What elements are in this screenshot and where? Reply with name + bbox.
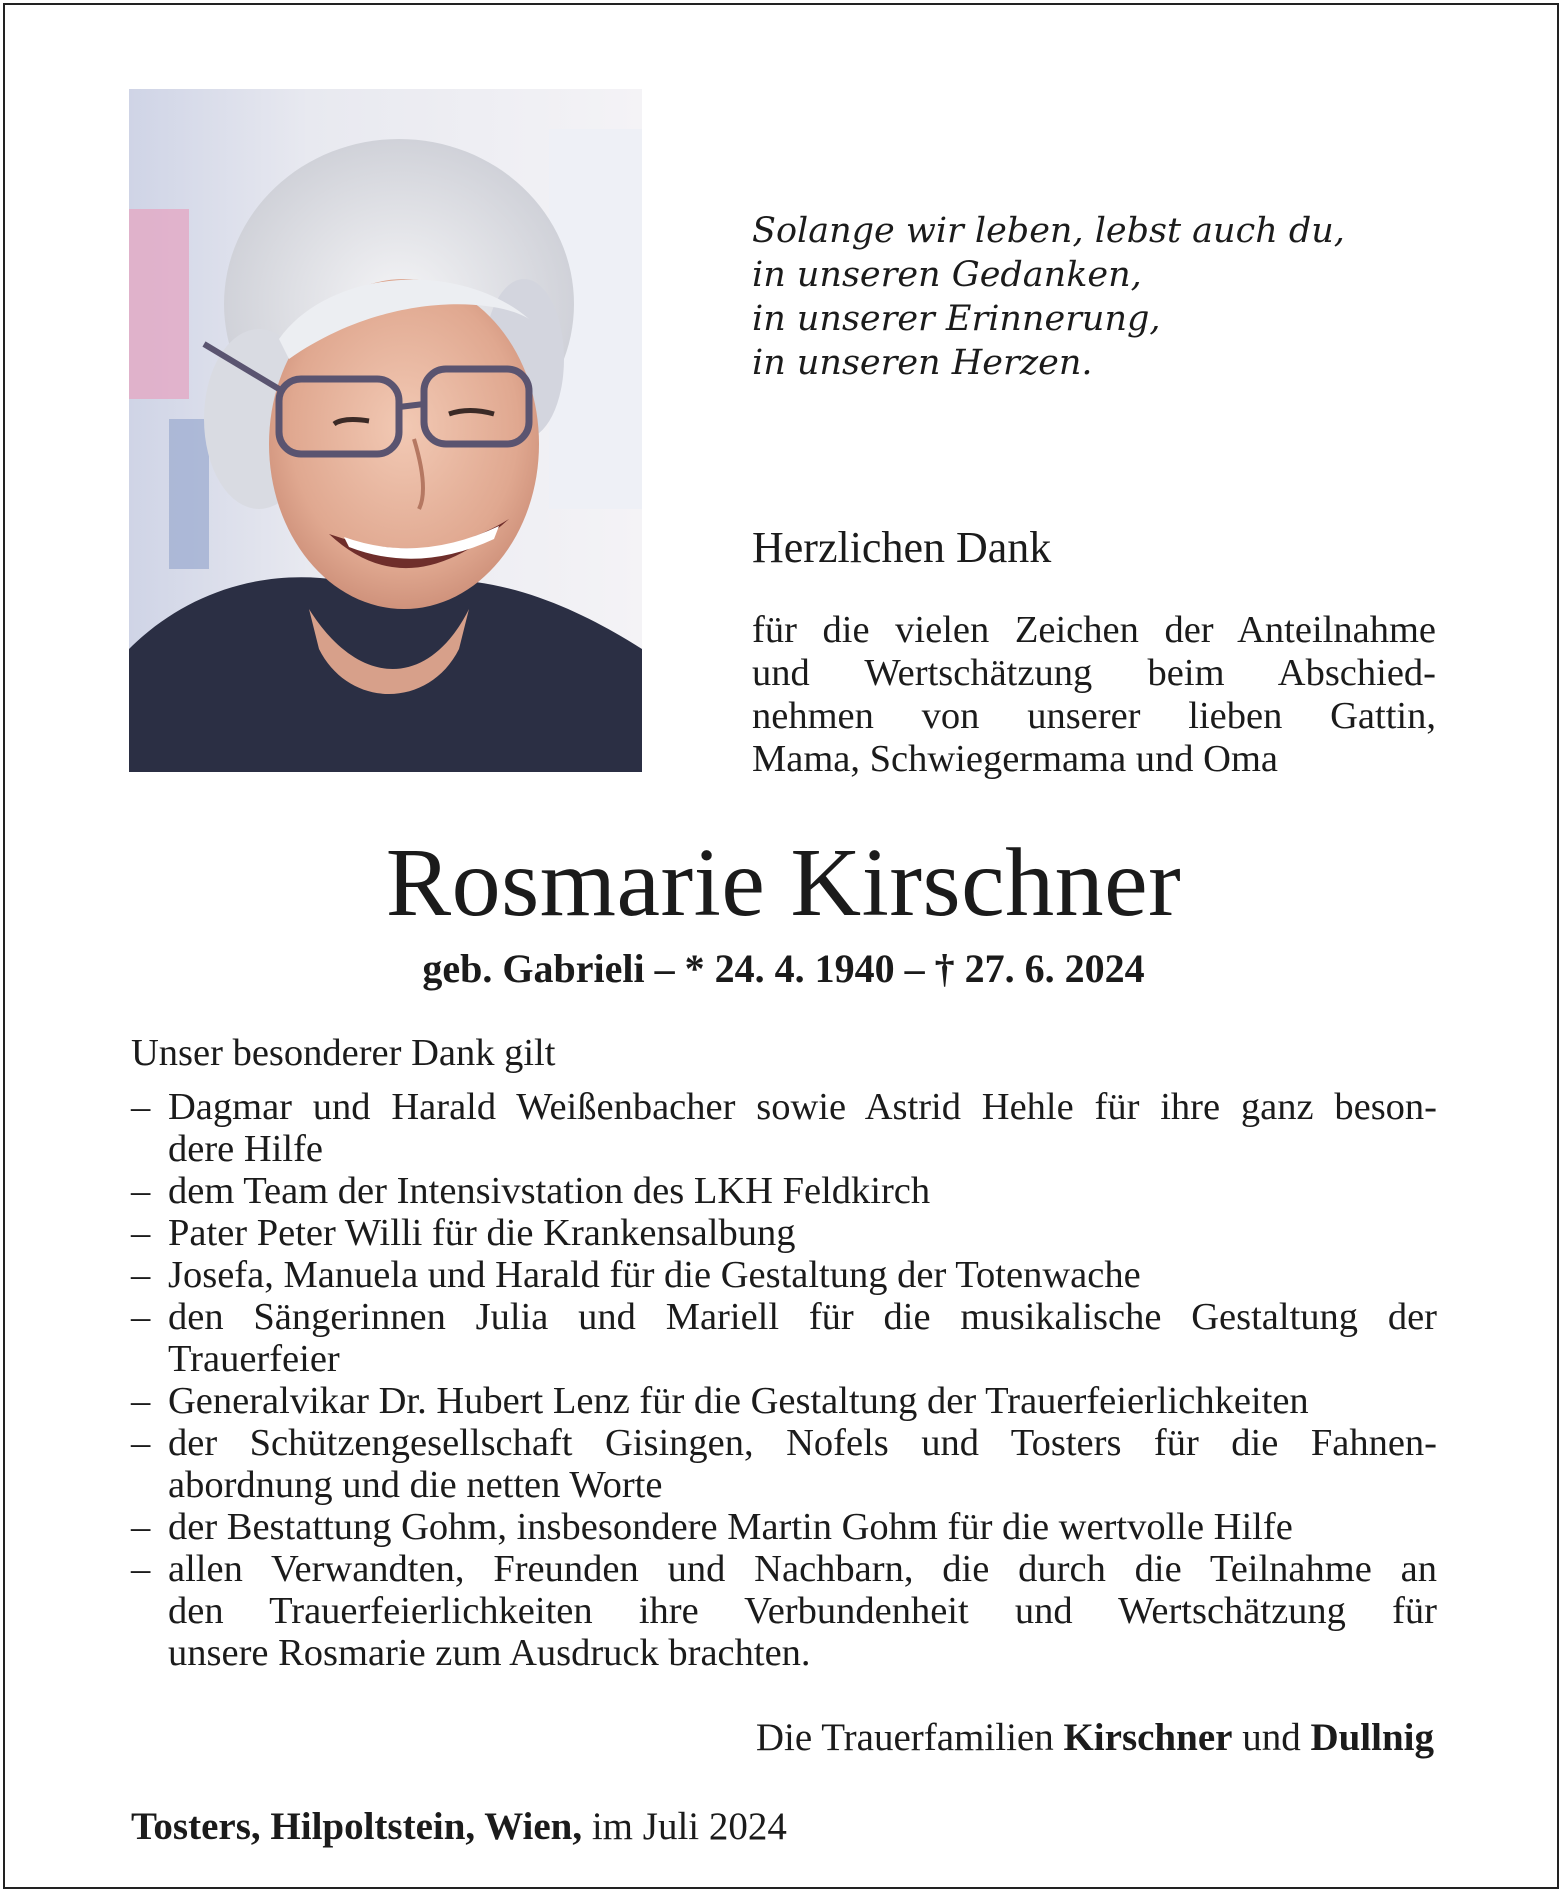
list-dash: – (131, 1170, 151, 1212)
thanks-line: für die vielen Zeichen der Anteilnahme (752, 609, 1436, 651)
list-dash: – (131, 1548, 151, 1590)
list-item-line: allen Verwandten, Freunden und Nachbarn, die durch die Teilnahme an (168, 1548, 1437, 1590)
signature-conjunction: und (1242, 1716, 1301, 1759)
place-and-date (131, 1803, 787, 1851)
list-item (131, 1254, 1437, 1296)
list-item (131, 1086, 1437, 1170)
deceased-name: Rosmarie Kirschner (385, 829, 1182, 937)
poem-line: in unserer Erinnerung, (752, 299, 1161, 339)
thanks-line: nehmen von unserer lieben Gattin, (752, 695, 1436, 737)
poem-line: Solange wir leben, lebst auch du, (752, 211, 1345, 251)
signature-prefix: Die Trauerfamilien (755, 1716, 1054, 1759)
list-item-line: unsere Rosmarie zum Ausdruck brachten. (168, 1632, 811, 1674)
list-item (131, 1170, 1437, 1212)
list-item-line: abordnung und die netten Worte (168, 1464, 663, 1506)
list-item-line: Dagmar und Harald Weißenbacher sowie Astrid Hehle für ihre ganz beson- (168, 1086, 1437, 1128)
poem-line: in unseren Gedanken, (752, 255, 1142, 295)
thanks-text (752, 609, 1436, 781)
list-item (131, 1212, 1437, 1254)
list-dash: – (131, 1296, 151, 1338)
list-item-line: Trauerfeier (168, 1338, 340, 1380)
signature-family-2: Dullnig (1310, 1716, 1434, 1759)
list-item-line: den Sängerinnen Julia und Mariell für die musikalische Gestaltung der (168, 1296, 1437, 1338)
list-dash: – (131, 1254, 151, 1296)
list-item (131, 1296, 1437, 1380)
thanks-line: Mama, Schwiegermama und Oma (752, 738, 1279, 780)
list-item-line: dem Team der Intensivstation des LKH Feldkirch (168, 1170, 931, 1212)
thanks-heading: Herzlichen Dank (752, 523, 1052, 572)
deceased-dates: geb. Gabrieli – * 24. 4. 1940 – † 27. 6. 2024 (422, 946, 1145, 991)
list-dash: – (131, 1380, 151, 1422)
place-locations: Tosters, Hilpoltstein, Wien, (131, 1805, 583, 1848)
place-date: im Juli 2024 (591, 1805, 787, 1848)
portrait-photo (129, 89, 642, 772)
signature-family-1: Kirschner (1063, 1716, 1233, 1759)
list-item-line: der Bestattung Gohm, insbesondere Martin Gohm für die wertvolle Hilfe (168, 1506, 1293, 1548)
thanks-line: und Wertschätzung beim Abschied- (752, 652, 1436, 694)
list-item-line: Josefa, Manuela und Harald für die Gestaltung der Totenwache (168, 1254, 1141, 1296)
list-item-line: der Schützengesellschaft Gisingen, Nofels und Tosters für die Fahnen- (168, 1422, 1437, 1464)
list-item (131, 1422, 1437, 1506)
list-item-line: Generalvikar Dr. Hubert Lenz für die Gestaltung der Trauerfeierlichkeiten (168, 1380, 1309, 1422)
acknowledgement-intro: Unser besonderer Dank gilt (131, 1032, 556, 1074)
poem-line: in unseren Herzen. (752, 343, 1093, 383)
portrait-illustration (129, 89, 642, 772)
list-item-line: den Trauerfeierlichkeiten ihre Verbundenheit und Wertschätzung für (168, 1590, 1437, 1632)
list-item (131, 1380, 1437, 1422)
list-dash: – (131, 1422, 151, 1464)
list-item-line: Pater Peter Willi für die Krankensalbung (168, 1212, 796, 1254)
poem (752, 209, 1452, 385)
family-signature (756, 1714, 1434, 1762)
list-dash: – (131, 1212, 151, 1254)
list-item-line: dere Hilfe (168, 1128, 323, 1170)
list-dash: – (131, 1506, 151, 1548)
list-dash: – (131, 1086, 151, 1128)
list-item (131, 1506, 1437, 1548)
acknowledgement-list (131, 1086, 1437, 1674)
list-item (131, 1548, 1437, 1674)
